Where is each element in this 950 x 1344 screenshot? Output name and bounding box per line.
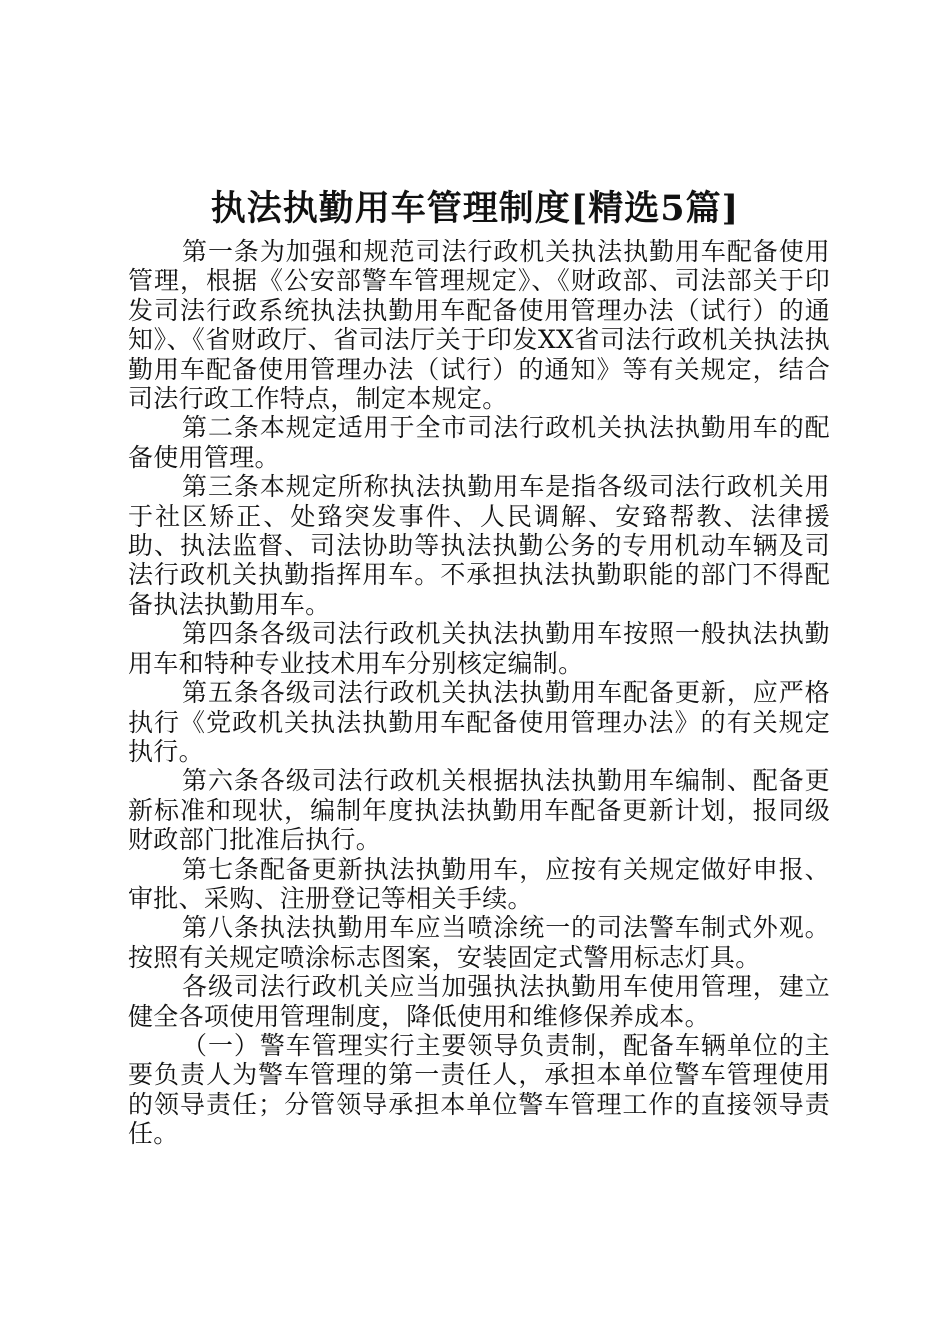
- paragraph-6: 第六条各级司法行政机关根据执法执勤用车编制、配备更新标准和现状，编制年度执法执勤用车配备更新计划，报同级财政部门批准后执行。: [128, 766, 830, 855]
- paragraph-10: （一）警车管理实行主要领导负责制，配备车辆单位的主要负责人为警车管理的第一责任人，承担本单位警车管理使用的领导责任；分管领导承担本单位警车管理工作的直接领导责任。: [128, 1030, 830, 1149]
- paragraph-1: 第一条为加强和规范司法行政机关执法执勤用车配备使用管理，根据《公安部警车管理规定》、《财政部、司法部关于印发司法行政系统执法执勤用车配备使用管理办法（试行）的通知》、《省财政厅、省司法厅关于印发XX省司法行政机关执法执勤用车配备使用管理办法（试行）的通知》等有关规定，结合司法行政工作特点，制定本规定。: [128, 237, 830, 414]
- paragraph-3: 第三条本规定所称执法执勤用车是指各级司法行政机关用于社区矫正、处臵突发事件、人民调解、安臵帮教、法律援助、执法监督、司法协助等执法执勤公务的专用机动车辆及司法行政机关执勤指挥用车。不承担执法执勤职能的部门不得配备执法执勤用车。: [128, 472, 830, 619]
- paragraph-4: 第四条各级司法行政机关执法执勤用车按照一般执法执勤用车和特种专业技术用车分别核定编制。: [128, 619, 830, 678]
- paragraph-9: 各级司法行政机关应当加强执法执勤用车使用管理，建立健全各项使用管理制度，降低使用和维修保养成本。: [128, 972, 830, 1031]
- paragraph-2: 第二条本规定适用于全市司法行政机关执法执勤用车的配备使用管理。: [128, 413, 830, 472]
- paragraph-5: 第五条各级司法行政机关执法执勤用车配备更新，应严格执行《党政机关执法执勤用车配备使用管理办法》的有关规定执行。: [128, 678, 830, 766]
- paragraph-7: 第七条配备更新执法执勤用车，应按有关规定做好申报、审批、采购、注册登记等相关手续。: [128, 854, 830, 913]
- document-body: [128, 237, 830, 1149]
- document-title: 执法执勤用车管理制度[精选5篇]: [210, 188, 740, 229]
- paragraph-8: 第八条执法执勤用车应当喷涂统一的司法警车制式外观。按照有关规定喷涂标志图案，安装固定式警用标志灯具。: [128, 913, 830, 972]
